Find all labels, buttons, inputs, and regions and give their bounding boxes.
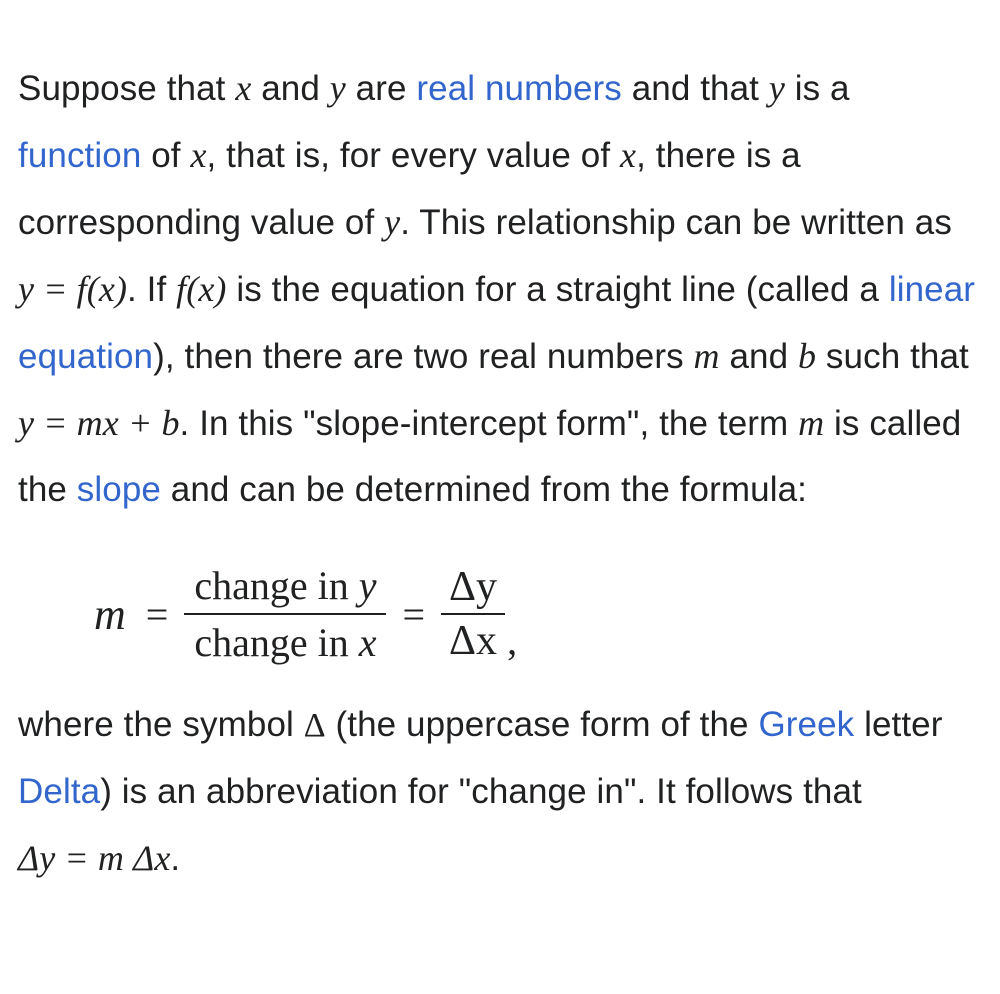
math-var-x: x xyxy=(190,135,207,175)
text-fragment: such that xyxy=(816,337,969,376)
text-fragment: Suppose that xyxy=(18,69,236,108)
paragraph-delta-explanation xyxy=(18,692,982,892)
text-fragment: . xyxy=(170,839,181,878)
equation-lhs-m: m xyxy=(94,589,126,639)
math-var-y: y xyxy=(329,68,346,108)
text-fragment: is called the xyxy=(18,404,962,509)
equation-row xyxy=(94,558,517,670)
text-fragment: and xyxy=(251,69,330,108)
math-var-x: x xyxy=(620,135,637,175)
text-fragment: letter xyxy=(854,705,943,744)
text-fragment: is a xyxy=(784,69,850,108)
equation-relation-equals-2: = xyxy=(402,591,426,637)
fraction-change-in-y-over-change-in-x xyxy=(184,558,386,670)
displayed-equation-slope-formula xyxy=(18,558,982,670)
text-fragment: . In this "slope-intercept form", the term xyxy=(179,404,799,443)
text-fragment: ), then there are two real numbers xyxy=(153,337,694,376)
text-fragment: . If xyxy=(127,270,177,309)
fraction-delta-y-over-delta-x xyxy=(441,561,505,667)
math-var-y: y xyxy=(768,68,785,108)
math-equation-delta-y-equals-m-delta-x: Δy = m Δx xyxy=(18,838,171,878)
math-var-x: x xyxy=(235,68,252,108)
denominator-text: change in xyxy=(194,620,359,665)
link-slope[interactable]: slope xyxy=(76,470,161,509)
fraction-denominator xyxy=(184,615,386,670)
numerator-var-y: y xyxy=(358,563,377,608)
math-expression-f-x: f(x) xyxy=(176,269,227,309)
text-fragment: and can be determined from the formula: xyxy=(160,470,807,509)
text-fragment: , that is, for every value of xyxy=(206,136,620,175)
fraction-numerator xyxy=(184,558,386,613)
equation-relation-equals: = xyxy=(145,591,169,637)
math-var-b: b xyxy=(798,336,817,376)
link-linear-equation[interactable]: linear equation xyxy=(18,270,976,376)
text-fragment: and that xyxy=(621,69,769,108)
math-var-y: y xyxy=(384,202,401,242)
text-fragment: are xyxy=(345,69,417,108)
math-equation-slope-intercept: y = mx + b xyxy=(18,403,180,443)
equation-trailing-comma: , xyxy=(507,618,518,663)
text-fragment: , there is a corresponding value of xyxy=(18,136,801,242)
numerator-text: change in xyxy=(194,563,359,608)
text-fragment: is the equation for a straight line (called a xyxy=(226,270,889,309)
text-fragment: (the uppercase form of the xyxy=(325,705,759,744)
text-fragment: where the symbol xyxy=(18,705,304,744)
link-real-numbers[interactable]: real numbers xyxy=(416,69,622,108)
text-fragment: and xyxy=(719,337,798,376)
math-symbol-delta: Δ xyxy=(303,707,326,744)
link-function[interactable]: function xyxy=(18,136,142,175)
text-fragment: ) is an abbreviation for "change in". It follows that xyxy=(100,772,862,811)
text-fragment: . This relationship can be written as xyxy=(400,203,952,242)
fraction-denominator-delta-x: Δx xyxy=(449,618,498,664)
text-fragment: of xyxy=(141,136,191,175)
paragraph-definition xyxy=(18,55,982,523)
math-equation-y-equals-f-x: y = f(x) xyxy=(18,269,128,309)
link-delta[interactable]: Delta xyxy=(18,772,101,811)
math-var-m: m xyxy=(798,403,825,443)
fraction-numerator-delta-y: Δy xyxy=(449,564,498,610)
link-greek[interactable]: Greek xyxy=(758,705,855,744)
denominator-var-x: x xyxy=(358,620,377,665)
math-var-m: m xyxy=(693,336,720,376)
